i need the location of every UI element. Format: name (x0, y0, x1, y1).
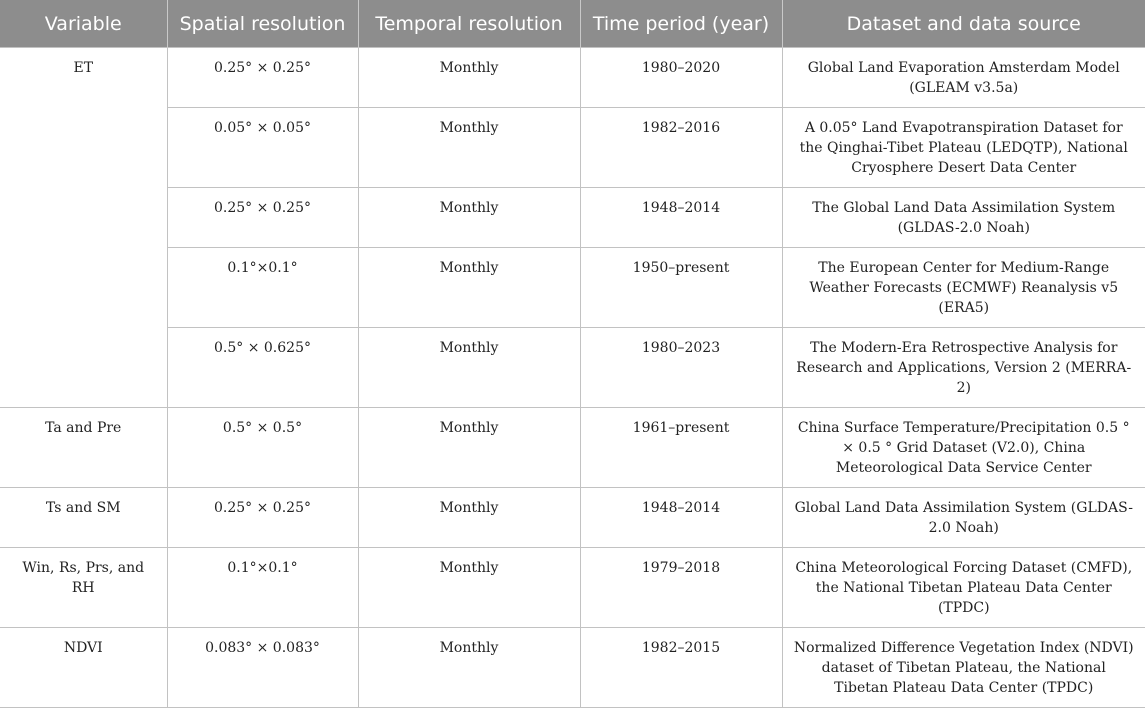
spatial-cell: 0.5° × 0.625° (167, 328, 358, 408)
temporal-cell: Monthly (358, 248, 580, 328)
spatial-cell: 0.1°×0.1° (167, 248, 358, 328)
table-row (0, 628, 1145, 708)
table-row (0, 408, 1145, 488)
period-cell: 1948–2014 (580, 188, 782, 248)
table-body (0, 48, 1145, 708)
period-cell: 1948–2014 (580, 488, 782, 548)
period-cell: 1982–2015 (580, 628, 782, 708)
table-row (0, 548, 1145, 628)
table-row (0, 248, 1145, 328)
dataset-cell: China Meteorological Forcing Dataset (CMFD), the National Tibetan Plateau Data Center (TPDC) (782, 548, 1145, 628)
variable-cell: NDVI (0, 628, 167, 708)
dataset-cell: The European Center for Medium-Range Weather Forecasts (ECMWF) Reanalysis v5 (ERA5) (782, 248, 1145, 328)
temporal-cell: Monthly (358, 488, 580, 548)
header-time-period: Time period (year) (580, 0, 782, 48)
spatial-cell: 0.25° × 0.25° (167, 48, 358, 108)
temporal-cell: Monthly (358, 188, 580, 248)
dataset-cell: China Surface Temperature/Precipitation 0.5 ° × 0.5 ° Grid Dataset (V2.0), China Meteorological Data Service Center (782, 408, 1145, 488)
variable-cell: Ts and SM (0, 488, 167, 548)
dataset-cell: A 0.05° Land Evapotranspiration Dataset for the Qinghai-Tibet Plateau (LEDQTP), National Cryosphere Desert Data Center (782, 108, 1145, 188)
dataset-cell: Normalized Difference Vegetation Index (NDVI) dataset of Tibetan Plateau, the National Tibetan Plateau Data Center (TPDC) (782, 628, 1145, 708)
variable-cell: Ta and Pre (0, 408, 167, 488)
spatial-cell: 0.05° × 0.05° (167, 108, 358, 188)
dataset-cell: Global Land Data Assimilation System (GLDAS-2.0 Noah) (782, 488, 1145, 548)
period-cell: 1980–2020 (580, 48, 782, 108)
header-dataset-source: Dataset and data source (782, 0, 1145, 48)
period-cell: 1950–present (580, 248, 782, 328)
table-row (0, 488, 1145, 548)
dataset-cell: Global Land Evaporation Amsterdam Model (GLEAM v3.5a) (782, 48, 1145, 108)
period-cell: 1979–2018 (580, 548, 782, 628)
table-row (0, 48, 1145, 108)
temporal-cell: Monthly (358, 328, 580, 408)
period-cell: 1980–2023 (580, 328, 782, 408)
temporal-cell: Monthly (358, 408, 580, 488)
variable-cell: ET (0, 48, 167, 408)
dataset-cell: The Global Land Data Assimilation System (GLDAS-2.0 Noah) (782, 188, 1145, 248)
temporal-cell: Monthly (358, 48, 580, 108)
table-row (0, 328, 1145, 408)
table-header (0, 0, 1145, 48)
temporal-cell: Monthly (358, 628, 580, 708)
spatial-cell: 0.25° × 0.25° (167, 188, 358, 248)
dataset-cell: The Modern-Era Retrospective Analysis for Research and Applications, Version 2 (MERRA-2) (782, 328, 1145, 408)
table-row (0, 108, 1145, 188)
variable-cell: Win, Rs, Prs, and RH (0, 548, 167, 628)
temporal-cell: Monthly (358, 108, 580, 188)
period-cell: 1961–present (580, 408, 782, 488)
spatial-cell: 0.5° × 0.5° (167, 408, 358, 488)
period-cell: 1982–2016 (580, 108, 782, 188)
spatial-cell: 0.083° × 0.083° (167, 628, 358, 708)
header-row (0, 0, 1145, 48)
spatial-cell: 0.25° × 0.25° (167, 488, 358, 548)
table-row (0, 188, 1145, 248)
header-spatial-resolution: Spatial resolution (167, 0, 358, 48)
header-variable: Variable (0, 0, 167, 48)
header-temporal-resolution: Temporal resolution (358, 0, 580, 48)
temporal-cell: Monthly (358, 548, 580, 628)
spatial-cell: 0.1°×0.1° (167, 548, 358, 628)
